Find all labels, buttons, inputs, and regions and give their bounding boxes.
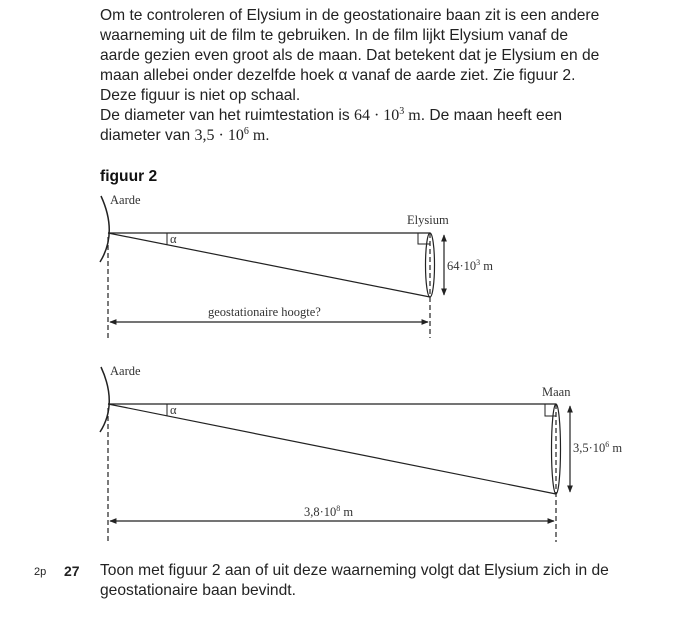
question-text: [100, 561, 670, 601]
intro-line-3: aarde gezien even groot als de maan. Dat betekent dat je Elysium en de: [100, 47, 600, 64]
question-points: 2p: [34, 566, 47, 578]
moon-exp: 6: [243, 126, 249, 137]
angle-label-top: α: [170, 232, 177, 246]
station-unit: m: [404, 107, 421, 124]
angle-label-bottom: α: [170, 403, 177, 417]
station-exp: 3: [399, 106, 405, 117]
elysium-size-label: [447, 259, 493, 274]
question-line-1: Toon met figuur 2 aan of uit deze waarneming volgt dat Elysium zich in de: [100, 562, 609, 579]
diameter-middle: . De maan heeft een: [420, 107, 563, 124]
moon-label: Maan: [542, 385, 571, 399]
station-mantissa: 64 · 10: [353, 107, 400, 124]
diameter-text: De diameter van het ruimtestation is: [100, 107, 354, 124]
question-number: 27: [64, 563, 80, 579]
earth-label-bottom: Aarde: [110, 364, 141, 378]
elysium-size-mantissa: 64·10: [447, 259, 477, 273]
diameter-text-2: diameter van: [100, 127, 195, 144]
moon-distance-exp: 8: [336, 504, 341, 513]
moon-distance-label: [304, 505, 353, 520]
moon-mantissa: 3,5 · 10: [194, 127, 244, 144]
moon-distance-mantissa: 3,8·10: [304, 505, 337, 519]
moon-distance-unit: m: [340, 505, 354, 519]
moon-size-label: [573, 441, 622, 456]
earth-label-top: Aarde: [110, 193, 141, 207]
intro-line-4: maan allebei onder dezelfde hoek α vanaf de aarde ziet. Zie figuur 2.: [100, 67, 576, 84]
intro-line-2: waarneming uit de film te gebruiken. In de film lijkt Elysium vanaf de: [100, 27, 569, 44]
sightline-top-lower: [108, 233, 430, 297]
moon-size-exp: 6: [605, 440, 610, 449]
earth-arc-bottom: [100, 367, 109, 432]
earth-arc-top: [100, 196, 109, 262]
figure-title: figuur 2: [100, 168, 158, 185]
moon-size-unit: m: [609, 441, 623, 455]
intro-line-5: Deze figuur is niet op schaal.: [100, 87, 301, 104]
geostationary-height-label: geostationaire hoogte?: [208, 305, 321, 319]
diameter-suffix: .: [265, 127, 270, 144]
moon-size-mantissa: 3,5·10: [573, 441, 606, 455]
intro-line-1: Om te controleren of Elysium in de geostationaire baan zit is een andere: [100, 7, 600, 24]
elysium-size-exp: 3: [476, 258, 481, 267]
question-line-2: geostationaire baan bevindt.: [100, 582, 296, 599]
moon-unit: m: [248, 127, 266, 144]
elysium-size-unit: m: [480, 259, 494, 273]
elysium-label: Elysium: [407, 213, 449, 227]
